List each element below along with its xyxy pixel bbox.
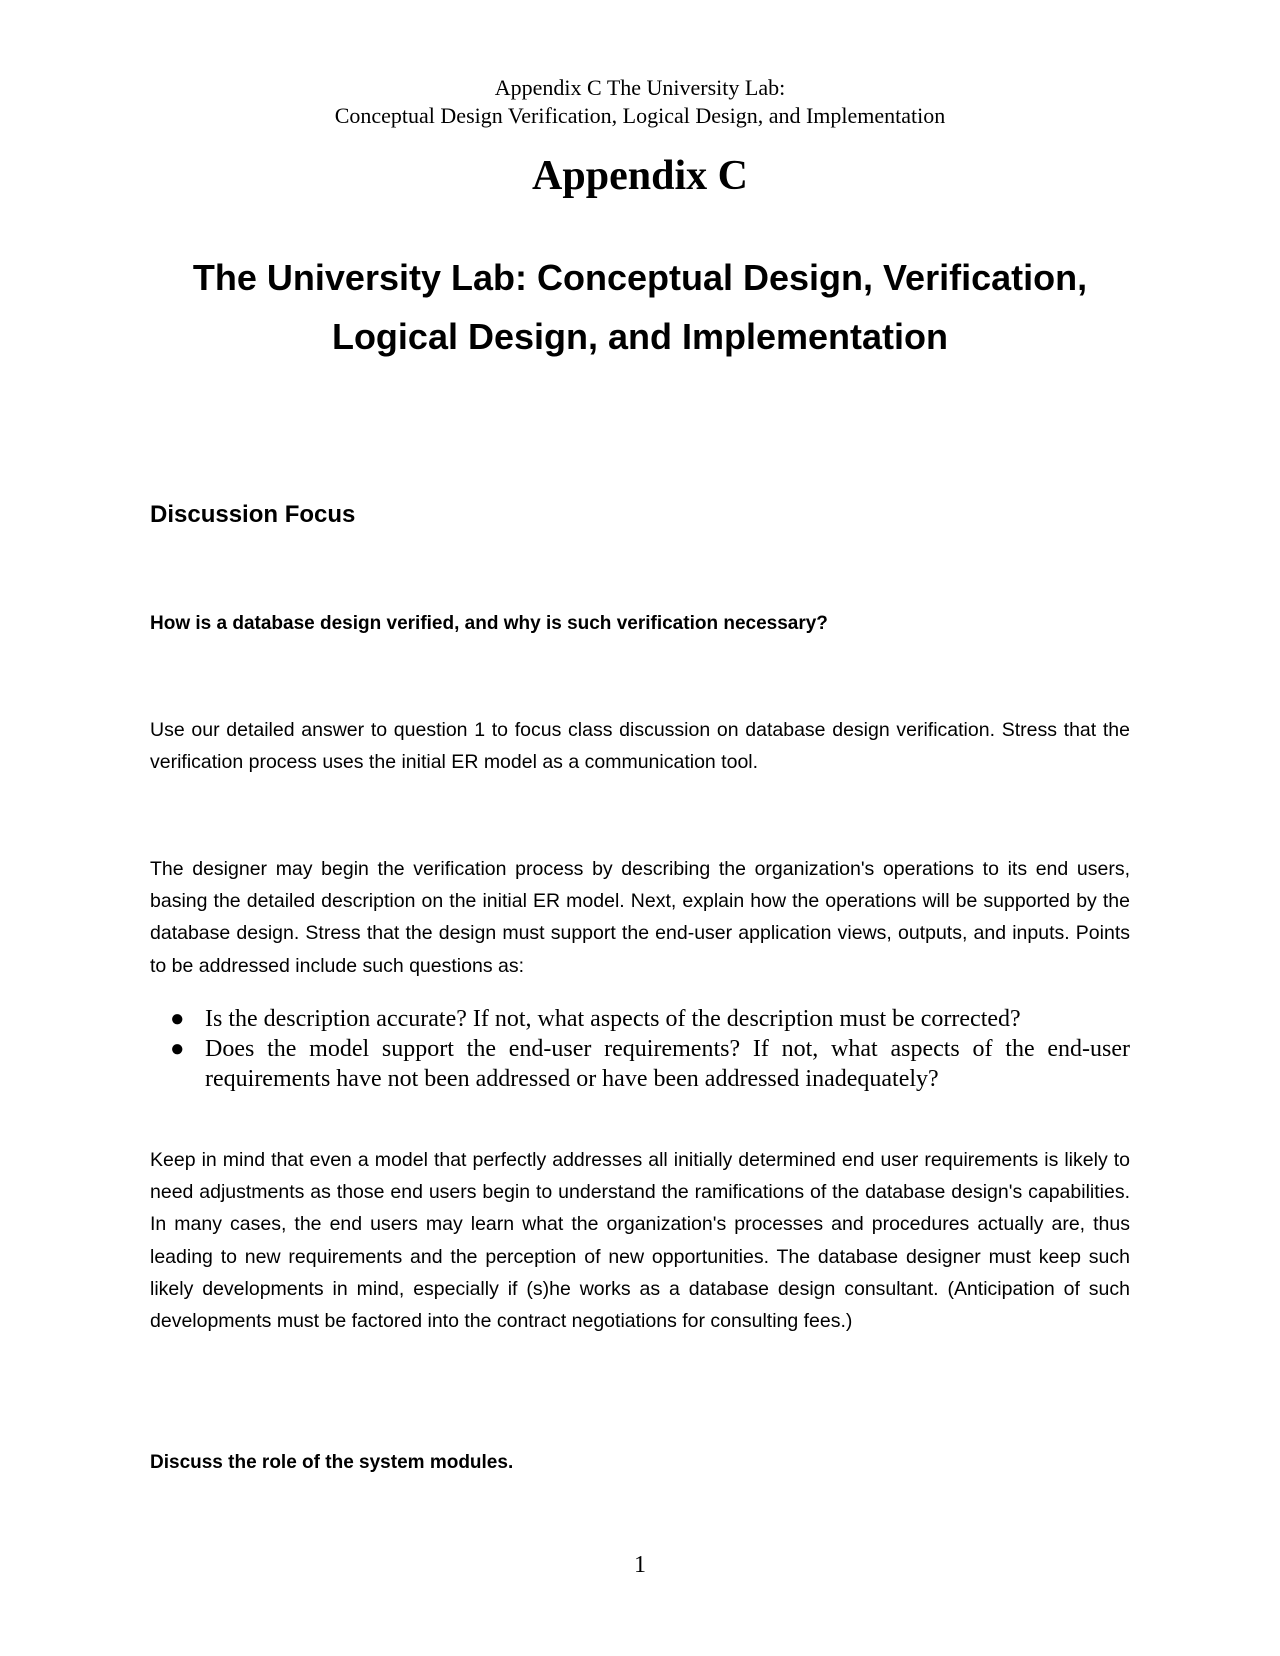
list-item (150, 1034, 1130, 1094)
bullet-list (150, 1004, 1130, 1094)
running-header-line-1: Appendix C The University Lab: (494, 75, 786, 100)
page-number: 1 (634, 1552, 646, 1578)
appendix-title: Appendix C (532, 153, 748, 199)
section-heading: Discussion Focus (150, 501, 356, 528)
bullet-icon: ● (170, 1036, 185, 1062)
list-item (150, 1004, 1130, 1034)
running-header (0, 74, 1280, 130)
chapter-title-line-2: Logical Design, and Implementation (331, 316, 949, 357)
paragraph-2: The designer may begin the verification process by describing the organization's operations to its end users, basing the detailed description on the initial ER model. Next, explain how the operations will be supported by the database design. Stress that the design must support the end-user application views, outputs, and inputs. Points to be addressed include such questions as: (150, 858, 1130, 977)
bullet-text-1: Is the description accurate? If not, what aspects of the description must be corrected? (205, 1006, 1021, 1032)
running-header-line-2: Conceptual Design Verification, Logical Design, and Implementation (334, 103, 946, 128)
bullet-text-2: Does the model support the end-user requirements? If not, what aspects of the end-user requirements have not been addressed or have been addressed inadequately? (205, 1036, 1130, 1092)
discussion-question-2: Discuss the role of the system modules. (150, 1452, 514, 1473)
discussion-question-1: How is a database design verified, and why is such verification necessary? (150, 613, 828, 634)
paragraph-3: Keep in mind that even a model that perfectly addresses all initially determined end user requirements is likely to need adjustments as those end users begin to understand the ramifications of the database design's capabilities. In many cases, the end users may learn what the organization's processes and procedures actually are, thus leading to new requirements and the perception of new opportunities. The database designer must keep such likely developments in mind, especially if (s)he works as a database design consultant. (Anticipation of such developments must be factored into the contract negotiations for consulting fees.) (150, 1149, 1130, 1333)
chapter-title (100, 248, 1180, 366)
bullet-icon: ● (170, 1006, 185, 1032)
chapter-title-line-1: The University Lab: Conceptual Design, Verification, (192, 257, 1088, 298)
paragraph-1: Use our detailed answer to question 1 to focus class discussion on database design verification. Stress that the verification process uses the initial ER model as a communication tool. (150, 719, 1130, 774)
